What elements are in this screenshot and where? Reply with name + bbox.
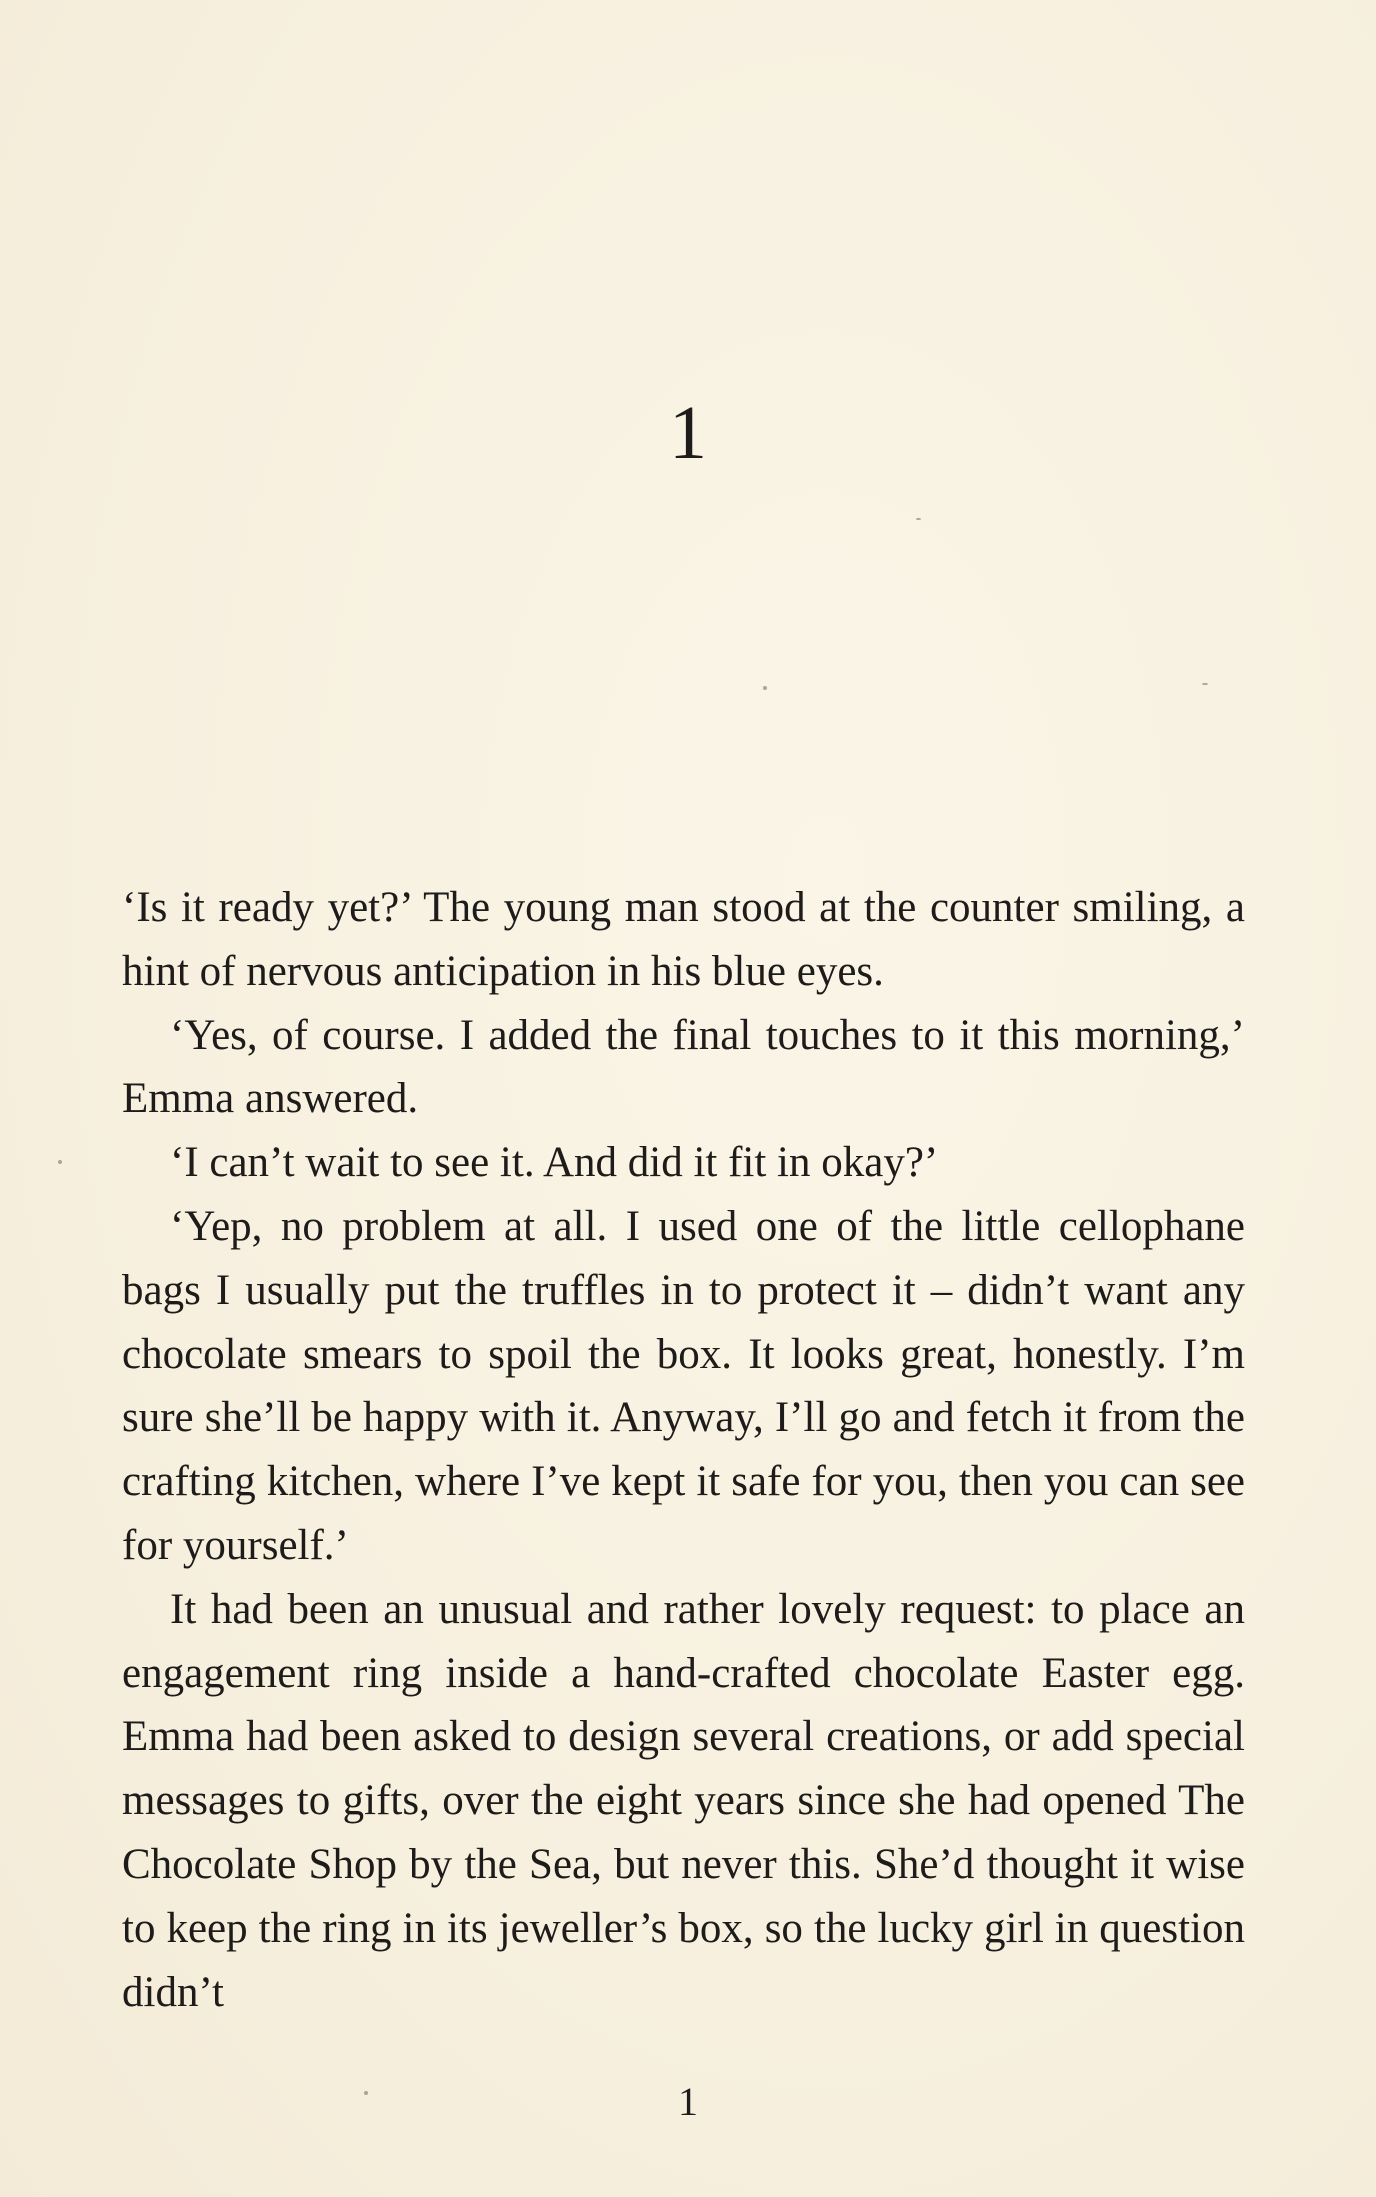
paragraph: ‘Yes, of course. I added the final touches to it this morning,’ Emma answered.: [122, 1011, 1245, 1123]
paper-speck: [763, 686, 767, 690]
paragraph: ‘Yep, no problem at all. I used one of the little cellophane bags I usually put the truffles in to protect it – didn’t want any chocolate smears to spoil the box. It looks great, honestly. I’m sure she’ll be happy with it. Anyway, I’ll go and fetch it from the crafting kitchen, where I’ve kept it safe for you, then you can see for yourself.’: [122, 1202, 1245, 1569]
paper-speck: [58, 1160, 62, 1164]
paragraph: ‘I can’t wait to see it. And did it fit in okay?’: [170, 1139, 939, 1187]
paper-speck: [916, 518, 921, 520]
paper-speck: [1202, 683, 1208, 685]
page-number: 1: [678, 2079, 698, 2124]
chapter-body: [122, 876, 1245, 2024]
paragraph: It had been an unusual and rather lovely request: to place an engagement ring inside a hand-crafted chocolate Easter egg. Emma had been asked to design several creations, or add special messages to gifts, over the eight years since she had opened The Chocolate Shop by the Sea, but never this. She’d thought it wise to keep the ring in its jeweller’s box, so the lucky girl in question didn’t: [122, 1585, 1245, 2016]
chapter-number: 1: [669, 391, 707, 475]
paragraph: ‘Is it ready yet?’ The young man stood at the counter smiling, a hint of nervous anticipation in his blue eyes.: [122, 884, 1245, 995]
